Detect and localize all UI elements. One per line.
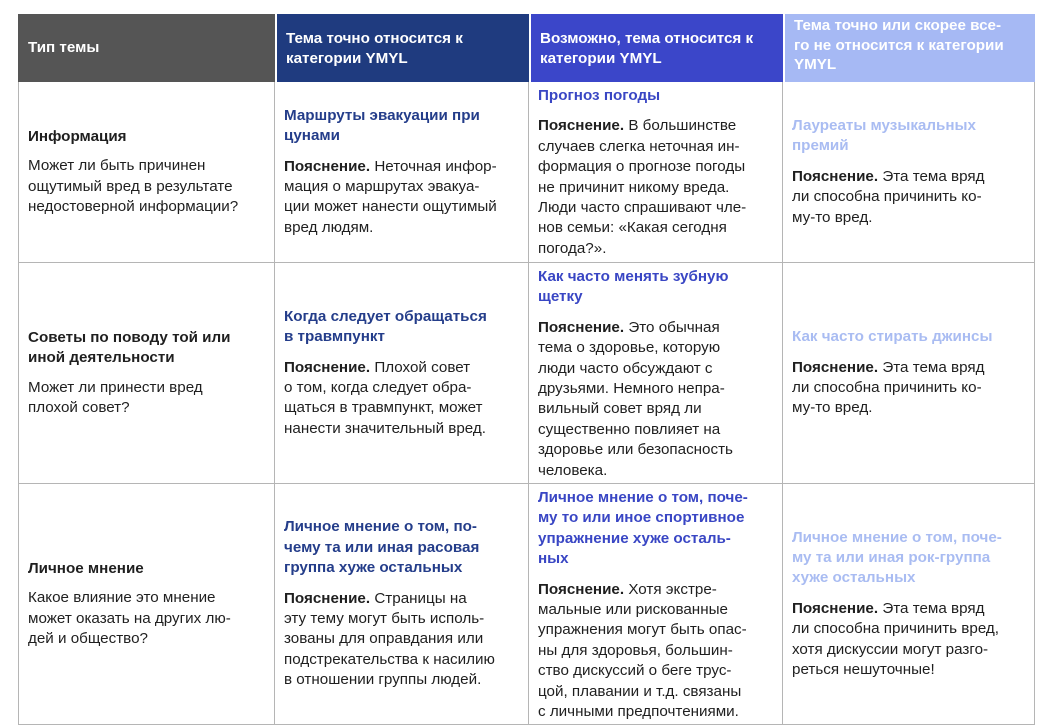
header-definitely-ymyl (275, 14, 529, 82)
explanation: Пояснение. Страницы на эту тему могут быть исполь- зованы для оправдания или подстрекательства к насилию в отношении группы людей. (284, 589, 495, 689)
explanation-label: Пояснение. (792, 599, 879, 617)
row-question: Может ли принести вред плохой совет? (28, 378, 203, 416)
explanation: Пояснение. Эта тема вряд ли способна причинить вред, хотя дискуссии могут разго- реться нешуточные! (792, 599, 1000, 679)
explanation: Пояснение. Неточная инфор- мация о маршрутах эвакуа- ции может нанести ощутимый вред людям. (284, 157, 497, 236)
explanation: Пояснение. Это обычная тема о здоровье, которую люди часто обсуждают с друзьями. Немного непра- вильный совет вряд ли существенно повлияет на здоровье или безопасность человека. (538, 318, 733, 479)
example-cell-not (783, 263, 1035, 484)
row-type-title: Информация (28, 127, 127, 145)
example-title: Как часто стирать джинсы (792, 328, 993, 346)
example-title: Личное мнение о том, по- чему та или иная расовая группа хуже остальных (284, 518, 480, 577)
header-line: категории YMYL (540, 49, 662, 67)
header-line: категории YMYL (286, 49, 408, 67)
row-type-title: Советы по поводу той или иной деятельности (28, 328, 231, 367)
explanation-label: Пояснение. (538, 318, 625, 336)
example-title: Как часто менять зубную щетку (538, 268, 729, 306)
example-cell-not (783, 82, 1035, 263)
example-cell-possibly (529, 82, 783, 263)
explanation-label: Пояснение. (792, 167, 879, 185)
header-possibly-ymyl (529, 14, 783, 82)
header-not-ymyl (783, 14, 1035, 82)
explanation: Пояснение. Хотя экстре- мальные или рискованные упражнения могут быть опас- ны для здоровья, большин- ство дискуссий о беге трус- цой, плавании и т.д. связаны с личными предпочтениями. (538, 580, 747, 721)
example-cell-possibly (529, 263, 783, 484)
example-cell-not (783, 484, 1035, 725)
explanation-label: Пояснение. (284, 358, 371, 376)
explanation: Пояснение. Плохой совет о том, когда следует обра- щаться в травмпункт, может нанести значительный вред. (284, 358, 486, 437)
example-cell-definitely (275, 263, 529, 484)
header-topic-type (18, 14, 275, 82)
example-title: Прогноз погоды (538, 87, 661, 104)
header-line: Тема точно или скорее все- (794, 17, 1002, 34)
header-line: Возможно, тема относится к (540, 30, 754, 47)
row-question: Может ли быть причинен ощутимый вред в результате недостоверной информации? (28, 157, 239, 215)
ymyl-topics-table (18, 14, 1035, 725)
example-cell-definitely (275, 82, 529, 263)
explanation: Пояснение. Эта тема вряд ли способна причинить ко- му-то вред. (792, 167, 985, 226)
example-title: Личное мнение о том, поче- му та или иная рок-группа хуже остальных (792, 528, 1002, 587)
explanation: Пояснение. В большинстве случаев слегка неточная ин- формация о прогнозе погоды не причинит никому вреда. Люди часто спрашивают чле- нов семьи: «Какая сегодня погода?». (538, 117, 747, 257)
row-type-cell (18, 82, 275, 263)
header-line: Тема точно относится к (286, 30, 463, 47)
header-topic-type-label: Тип темы (28, 39, 100, 57)
example-title: Когда следует обращаться в травмпункт (284, 307, 487, 346)
example-cell-possibly (529, 484, 783, 725)
example-title: Лауреаты музыкальных премий (792, 116, 976, 155)
row-type-title: Личное мнение (28, 559, 144, 577)
row-question: Какое влияние это мнение может оказать на других лю- дей и общество? (28, 589, 231, 647)
explanation-label: Пояснение. (538, 580, 625, 598)
header-line: YMYL (794, 56, 837, 73)
row-type-cell (18, 263, 275, 484)
row-type-cell (18, 484, 275, 725)
explanation-label: Пояснение. (792, 358, 879, 376)
explanation: Пояснение. Эта тема вряд ли способна причинить ко- му-то вред. (792, 358, 985, 417)
example-title: Маршруты эвакуации при цунами (284, 106, 480, 145)
header-line: го не относится к категории (794, 36, 1004, 54)
example-cell-definitely (275, 484, 529, 725)
explanation-label: Пояснение. (538, 117, 625, 135)
example-title: Личное мнение о том, поче- му то или иное спортивное упражнение хуже осталь- ных (538, 489, 748, 568)
explanation-label: Пояснение. (284, 157, 371, 175)
explanation-label: Пояснение. (284, 589, 371, 607)
